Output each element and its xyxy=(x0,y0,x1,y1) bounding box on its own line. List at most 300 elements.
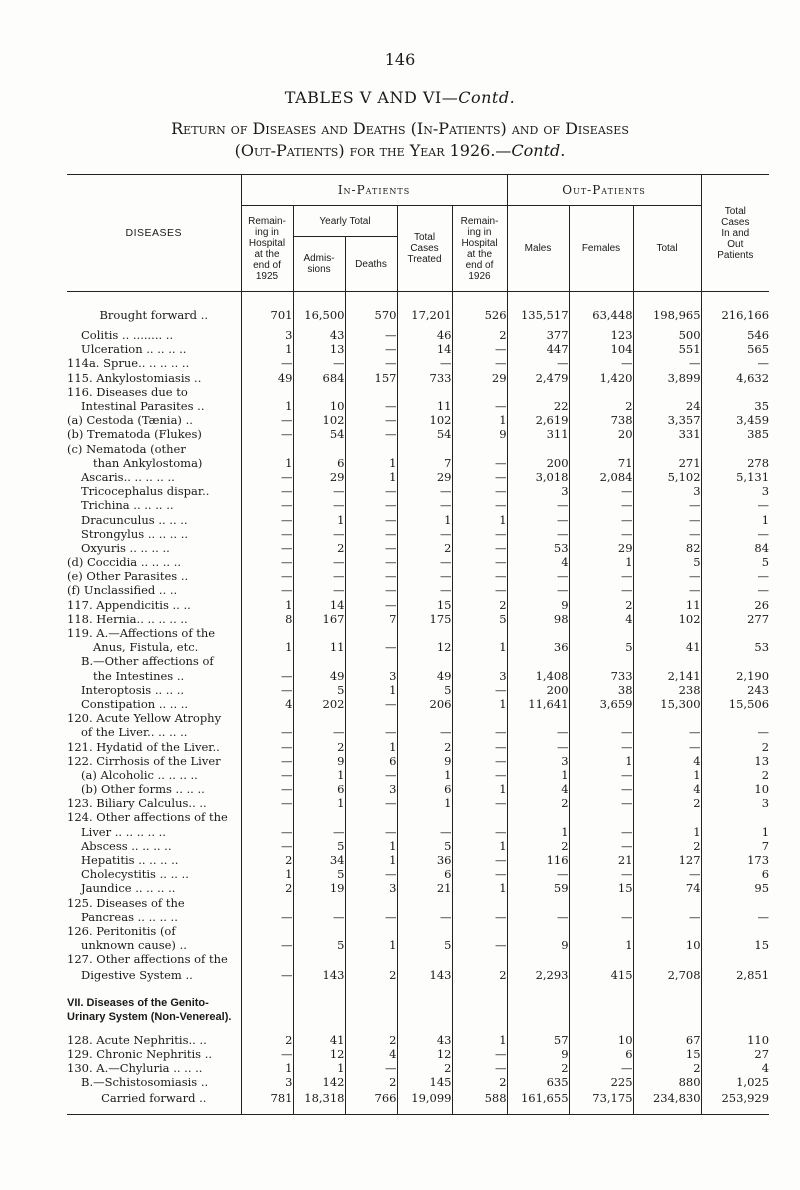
row-cell: 3 xyxy=(345,881,397,895)
row-cell: — xyxy=(452,796,507,810)
row-cell: 1 xyxy=(293,768,345,782)
row-cell: 41 xyxy=(633,640,701,654)
row-cell: 110 xyxy=(747,1032,770,1047)
row-cell: 2 xyxy=(507,839,569,853)
row-cell xyxy=(397,924,452,938)
row-label: Ascaris.. .. .. .. .. xyxy=(67,470,241,484)
row-cell: 14 xyxy=(397,342,452,356)
row-cell: 3,659 xyxy=(569,697,633,711)
row-cell: 1 xyxy=(241,342,293,356)
row-cell: — xyxy=(345,342,397,356)
row-cell: — xyxy=(452,867,507,881)
row-cell: — xyxy=(241,541,293,555)
row-cell: 2 xyxy=(633,796,701,810)
row-cell: 19 xyxy=(293,881,345,895)
row-cell: 1 xyxy=(569,555,633,569)
row-cell: 2,619 xyxy=(507,413,569,427)
row-cell: 161,655 xyxy=(507,1089,569,1115)
row-cell: — xyxy=(757,583,770,598)
row-cell xyxy=(701,924,769,938)
row-cell: — xyxy=(633,527,701,541)
row-cell: 2 xyxy=(761,739,770,754)
row-cell: — xyxy=(241,754,293,768)
table-row xyxy=(67,1047,769,1061)
row-cell: 5 xyxy=(293,683,345,697)
row-cell: — xyxy=(452,356,507,370)
row-cell xyxy=(397,810,452,824)
header-remaining-end-text: Remain- ing in Hospital at the end of 1926 xyxy=(460,215,499,282)
table-row xyxy=(67,739,769,753)
title-line-2 xyxy=(0,140,800,162)
table-row xyxy=(67,853,769,867)
row-cell: 206 xyxy=(397,697,452,711)
row-cell: — xyxy=(241,484,293,498)
table-row xyxy=(67,356,769,370)
row-cell: — xyxy=(757,356,770,371)
row-cell: — xyxy=(241,739,293,753)
row-cell: 12 xyxy=(397,1047,452,1061)
row-cell: 3 xyxy=(241,1075,293,1089)
header-in-patients: In-Patients xyxy=(241,175,507,206)
row-cell: 2,293 xyxy=(507,966,569,988)
row-cell xyxy=(293,810,345,824)
row-cell: 1 xyxy=(241,399,293,413)
row-cell: — xyxy=(507,739,569,753)
row-cell: — xyxy=(452,555,507,569)
row-cell: 1 xyxy=(293,796,345,810)
row-cell xyxy=(293,442,345,456)
row-cell: 8 xyxy=(241,612,293,626)
table-row xyxy=(67,484,769,498)
row-cell: — xyxy=(569,512,633,526)
row-cell: — xyxy=(569,1061,633,1075)
row-cell: — xyxy=(633,910,701,924)
row-cell: 104 xyxy=(569,342,633,356)
row-cell: 278 xyxy=(747,455,770,470)
row-cell: — xyxy=(241,839,293,853)
row-cell: — xyxy=(569,739,633,753)
row-cell: 5 xyxy=(452,612,507,626)
table-row xyxy=(67,456,769,470)
row-cell xyxy=(452,626,507,640)
row-cell: 311 xyxy=(507,427,569,441)
row-cell xyxy=(569,988,633,1032)
row-cell: — xyxy=(452,527,507,541)
row-cell: — xyxy=(397,356,452,370)
row-cell: 2 xyxy=(761,767,770,782)
row-cell: 4 xyxy=(633,782,701,796)
row-cell: 2 xyxy=(397,1061,452,1075)
row-cell: 3 xyxy=(241,328,293,342)
row-cell: — xyxy=(757,725,770,740)
row-cell: 2 xyxy=(452,966,507,988)
row-cell: — xyxy=(452,541,507,555)
row-cell: 701 xyxy=(241,306,293,328)
header-remaining-end xyxy=(452,206,507,292)
row-cell xyxy=(569,385,633,399)
row-cell: 243 xyxy=(747,682,770,697)
row-cell: — xyxy=(241,470,293,484)
row-label: (b) Trematoda (Flukes) xyxy=(67,427,241,441)
row-cell xyxy=(633,711,701,725)
row-label: 122. Cirrhosis of the Liver xyxy=(67,754,241,768)
header-remaining-start xyxy=(241,206,293,292)
table-row xyxy=(67,342,769,356)
row-cell: 2 xyxy=(293,541,345,555)
row-label: Anus, Fistula, etc. xyxy=(67,640,241,654)
row-cell xyxy=(569,924,633,938)
table-row xyxy=(67,328,769,342)
row-cell: 1 xyxy=(569,938,633,952)
table-row xyxy=(67,683,769,697)
row-cell: 36 xyxy=(507,640,569,654)
row-cell: — xyxy=(757,526,770,541)
row-cell: 3,357 xyxy=(633,413,701,427)
table-row xyxy=(67,839,769,853)
row-cell: 2 xyxy=(397,541,452,555)
row-cell: — xyxy=(241,569,293,583)
row-cell: 43 xyxy=(397,1032,452,1046)
table-row xyxy=(67,1075,769,1089)
row-label: 116. Diseases due to xyxy=(67,385,241,399)
row-cell: 781 xyxy=(241,1089,293,1115)
row-cell: — xyxy=(345,328,397,342)
row-cell: 216,166 xyxy=(721,308,770,322)
row-cell xyxy=(569,952,633,966)
row-cell: 29 xyxy=(452,371,507,385)
row-cell: 2 xyxy=(345,1075,397,1089)
row-cell: — xyxy=(452,754,507,768)
row-cell: 73,175 xyxy=(569,1089,633,1115)
row-cell: 143 xyxy=(293,966,345,988)
row-cell: 570 xyxy=(345,306,397,328)
row-cell: 6 xyxy=(397,867,452,881)
row-cell: — xyxy=(241,796,293,810)
row-cell xyxy=(397,896,452,910)
row-cell: — xyxy=(452,569,507,583)
row-cell: — xyxy=(452,938,507,952)
row-cell: 238 xyxy=(633,683,701,697)
row-cell: 9 xyxy=(452,427,507,441)
row-cell: — xyxy=(633,583,701,597)
row-cell: — xyxy=(507,910,569,924)
row-cell xyxy=(397,952,452,966)
row-cell: — xyxy=(569,569,633,583)
row-cell: 551 xyxy=(633,342,701,356)
row-label: Colitis .. ........ .. xyxy=(67,328,241,342)
row-cell: 385 xyxy=(747,427,770,442)
row-cell: — xyxy=(452,470,507,484)
row-cell: — xyxy=(241,356,293,370)
row-cell: — xyxy=(241,555,293,569)
row-cell: 225 xyxy=(569,1075,633,1089)
row-cell xyxy=(452,385,507,399)
row-cell xyxy=(701,896,769,910)
row-cell: 546 xyxy=(747,328,770,343)
table-row xyxy=(67,598,769,612)
table-row xyxy=(67,910,769,924)
row-cell: — xyxy=(452,498,507,512)
row-cell: 10 xyxy=(569,1032,633,1046)
row-cell: — xyxy=(452,456,507,470)
row-cell xyxy=(345,952,397,966)
table-row xyxy=(67,1032,769,1046)
row-cell: 84 xyxy=(754,540,770,555)
row-cell: 142 xyxy=(293,1075,345,1089)
row-cell: 1 xyxy=(633,825,701,839)
row-cell: — xyxy=(241,725,293,739)
row-cell: 9 xyxy=(507,938,569,952)
table-row xyxy=(67,952,769,966)
row-cell: 1 xyxy=(293,1061,345,1075)
title-line-2-contd: Contd. xyxy=(511,141,566,160)
row-label: Liver .. .. .. .. .. xyxy=(67,825,241,839)
row-cell xyxy=(241,442,293,456)
row-cell: — xyxy=(507,527,569,541)
row-cell xyxy=(507,626,569,640)
row-cell: 2 xyxy=(569,598,633,612)
row-cell: 500 xyxy=(633,328,701,342)
row-label: 118. Hernia.. .. .. .. .. xyxy=(67,612,241,626)
row-cell: — xyxy=(633,569,701,583)
row-cell: — xyxy=(452,484,507,498)
row-cell: 1 xyxy=(452,1032,507,1046)
row-cell: 234,830 xyxy=(633,1089,701,1115)
row-label: unknown cause) .. xyxy=(67,938,241,952)
row-cell: — xyxy=(569,867,633,881)
row-cell: 15 xyxy=(397,598,452,612)
row-cell xyxy=(293,896,345,910)
header-total: Total xyxy=(633,206,701,292)
row-cell: — xyxy=(293,555,345,569)
row-label: 123. Biliary Calculus.. .. xyxy=(67,796,241,810)
row-cell: 5 xyxy=(397,683,452,697)
row-cell xyxy=(569,654,633,668)
row-cell: — xyxy=(452,1061,507,1075)
table-row xyxy=(67,442,769,456)
row-cell: — xyxy=(293,910,345,924)
row-cell: 766 xyxy=(345,1089,397,1115)
row-cell: 9 xyxy=(397,754,452,768)
row-cell xyxy=(293,924,345,938)
row-cell: 5 xyxy=(293,867,345,881)
row-cell xyxy=(569,626,633,640)
header-grand-total-text: Total Cases In and Out Patients xyxy=(717,205,754,261)
row-cell: 684 xyxy=(293,371,345,385)
row-cell: 1 xyxy=(345,683,397,697)
row-label: (b) Other forms .. .. .. xyxy=(67,782,241,796)
header-deaths: Deaths xyxy=(345,237,397,292)
row-cell: 38 xyxy=(569,683,633,697)
row-cell: 82 xyxy=(633,541,701,555)
row-cell: — xyxy=(569,768,633,782)
row-cell xyxy=(569,810,633,824)
row-label: (d) Coccidia .. .. .. .. xyxy=(67,555,241,569)
table-row xyxy=(67,427,769,441)
row-cell: 29 xyxy=(293,470,345,484)
row-cell: 1 xyxy=(397,796,452,810)
row-cell: 565 xyxy=(747,342,770,357)
row-cell: 1 xyxy=(452,640,507,654)
row-label: 128. Acute Nephritis.. .. xyxy=(67,1032,241,1046)
table-row xyxy=(67,654,769,668)
row-cell: — xyxy=(241,768,293,782)
row-cell: 1 xyxy=(345,938,397,952)
row-label: VII. Diseases of the Genito-Urinary System (Non-Venereal). xyxy=(67,988,241,1032)
row-cell: 6 xyxy=(569,1047,633,1061)
row-cell: 15,506 xyxy=(728,696,770,711)
row-cell: 331 xyxy=(633,427,701,441)
row-label: (a) Cestoda (Tænia) .. xyxy=(67,413,241,427)
row-cell: — xyxy=(345,598,397,612)
row-cell: 15 xyxy=(569,881,633,895)
row-cell: 157 xyxy=(345,371,397,385)
row-cell: 10 xyxy=(293,399,345,413)
row-cell: 98 xyxy=(507,612,569,626)
row-cell: 7 xyxy=(345,612,397,626)
row-cell: 12 xyxy=(397,640,452,654)
row-cell xyxy=(397,442,452,456)
row-cell xyxy=(701,810,769,824)
row-label: 124. Other affections of the xyxy=(67,810,241,824)
row-cell: — xyxy=(345,910,397,924)
row-cell xyxy=(701,988,769,1032)
header-total-treated xyxy=(397,206,452,292)
row-cell: 2 xyxy=(345,966,397,988)
row-cell: 3,899 xyxy=(633,371,701,385)
tables-heading xyxy=(0,88,800,107)
row-cell xyxy=(633,988,701,1032)
row-cell: 1 xyxy=(507,825,569,839)
row-cell: — xyxy=(241,427,293,441)
row-cell: 53 xyxy=(754,640,770,655)
row-cell xyxy=(293,626,345,640)
row-cell: — xyxy=(633,725,701,739)
row-cell xyxy=(452,896,507,910)
header-remaining-start-text: Remain- ing in Hospital at the end of 1925 xyxy=(248,215,286,282)
row-cell: 3 xyxy=(345,669,397,683)
table-row xyxy=(67,754,769,768)
row-cell: 1 xyxy=(452,881,507,895)
row-cell: — xyxy=(345,768,397,782)
table-row xyxy=(67,1089,769,1115)
row-cell: 13 xyxy=(754,753,770,768)
row-label: than Ankylostoma) xyxy=(67,456,241,470)
row-cell: — xyxy=(345,413,397,427)
row-cell xyxy=(507,896,569,910)
table-row xyxy=(67,541,769,555)
row-cell: 59 xyxy=(507,881,569,895)
row-label: Tricocephalus dispar.. xyxy=(67,484,241,498)
row-cell: 127 xyxy=(633,853,701,867)
row-cell: 3 xyxy=(761,796,770,811)
row-cell: 2 xyxy=(241,1032,293,1046)
row-cell: — xyxy=(507,569,569,583)
row-cell: 2,084 xyxy=(569,470,633,484)
row-cell: 3,459 xyxy=(736,413,770,428)
row-cell xyxy=(507,924,569,938)
row-cell: — xyxy=(757,909,770,924)
row-cell xyxy=(241,654,293,668)
header-grand-total xyxy=(701,175,769,292)
row-label: 115. Ankylostomiasis .. xyxy=(67,371,241,385)
row-label: Brought forward .. xyxy=(67,306,241,328)
row-cell xyxy=(633,385,701,399)
table-row xyxy=(67,988,769,1032)
row-cell: 26 xyxy=(754,597,770,612)
row-cell: — xyxy=(507,498,569,512)
row-cell xyxy=(507,385,569,399)
row-cell: — xyxy=(241,782,293,796)
row-cell: 21 xyxy=(569,853,633,867)
row-cell: — xyxy=(569,583,633,597)
row-cell: — xyxy=(293,825,345,839)
row-cell: — xyxy=(569,356,633,370)
row-cell xyxy=(293,988,345,1032)
row-cell: 29 xyxy=(569,541,633,555)
row-label: 117. Appendicitis .. .. xyxy=(67,598,241,612)
row-label: Abscess .. .. .. .. xyxy=(67,839,241,853)
row-cell: 43 xyxy=(293,328,345,342)
row-cell: 5 xyxy=(397,938,452,952)
row-cell: — xyxy=(241,512,293,526)
row-cell: 18,318 xyxy=(293,1089,345,1115)
row-cell: 175 xyxy=(397,612,452,626)
row-cell: 46 xyxy=(397,328,452,342)
row-cell: 253,929 xyxy=(701,1089,769,1115)
row-cell xyxy=(241,626,293,640)
row-cell: 1 xyxy=(345,853,397,867)
row-cell: 198,965 xyxy=(633,306,701,328)
row-cell: 49 xyxy=(397,669,452,683)
row-label: 129. Chronic Nephritis .. xyxy=(67,1047,241,1061)
row-cell: — xyxy=(452,399,507,413)
row-cell: 635 xyxy=(507,1075,569,1089)
row-label: Pancreas .. .. .. .. xyxy=(67,910,241,924)
row-cell: 123 xyxy=(569,328,633,342)
row-label: (e) Other Parasites .. xyxy=(67,569,241,583)
row-label: 130. A.—Chyluria .. .. .. xyxy=(67,1061,241,1075)
row-cell: — xyxy=(507,356,569,370)
row-cell: 11,641 xyxy=(507,697,569,711)
row-cell xyxy=(569,442,633,456)
row-cell: 1 xyxy=(241,867,293,881)
row-cell xyxy=(701,626,769,640)
row-cell: — xyxy=(452,1047,507,1061)
row-cell: — xyxy=(293,484,345,498)
row-cell: 3 xyxy=(507,484,569,498)
table-row xyxy=(67,697,769,711)
table-row xyxy=(67,669,769,683)
row-cell: 1,025 xyxy=(736,1075,770,1090)
row-cell xyxy=(701,952,769,966)
row-cell: — xyxy=(345,527,397,541)
row-cell: 102 xyxy=(397,413,452,427)
row-label: of the Liver.. .. .. .. xyxy=(67,725,241,739)
row-cell: — xyxy=(757,498,770,513)
row-label: Jaundice .. .. .. .. xyxy=(67,881,241,895)
row-label: 114a. Sprue.. .. .. .. .. xyxy=(67,356,241,370)
row-cell: — xyxy=(293,583,345,597)
row-cell: 733 xyxy=(397,371,452,385)
row-cell: 41 xyxy=(293,1032,345,1046)
row-cell xyxy=(569,896,633,910)
row-cell: 11 xyxy=(397,399,452,413)
row-cell: 71 xyxy=(569,456,633,470)
row-cell: — xyxy=(397,527,452,541)
row-cell: — xyxy=(241,583,293,597)
row-cell: 49 xyxy=(293,669,345,683)
